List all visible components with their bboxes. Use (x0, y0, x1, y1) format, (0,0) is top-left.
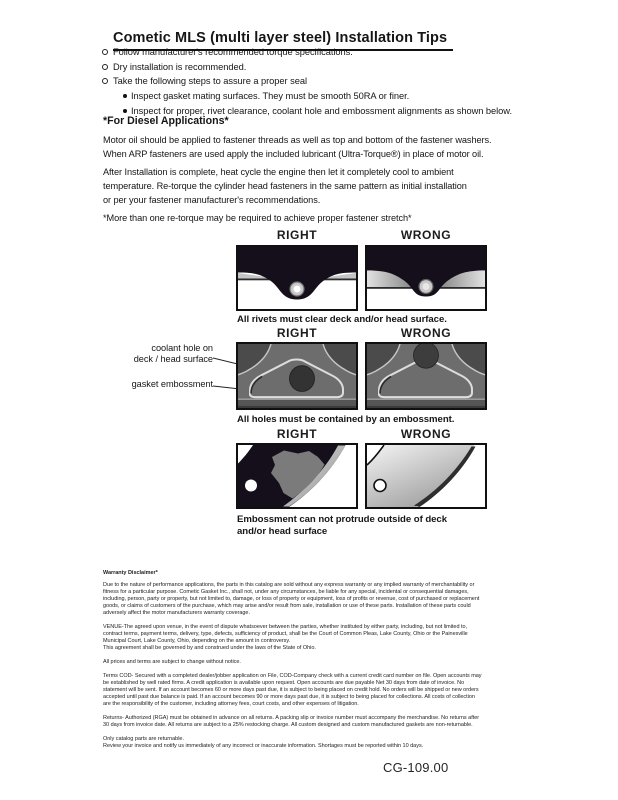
warranty-disclaimer-heading: Warranty Disclaimer* (103, 570, 158, 576)
legal-paragraph (103, 715, 521, 729)
callout-text: gasket embossment (131, 379, 213, 389)
legal-line: are the responsibility of the customer, including attorney fees, court costs, and other expenses of litigation. (103, 701, 359, 707)
holes-wrong-label: WRONG (400, 326, 452, 340)
list-item-text: Take the following steps to assure a proper seal (113, 76, 307, 87)
caption-text: All holes must be contained by an embossment. (237, 414, 455, 425)
rivet-wrong-illustration (367, 247, 485, 309)
legal-line: including, person, party or property, but not limited to, damage, or loss of property or equipment, loss of profits or revenue, cost of purchased or replacement (103, 596, 480, 602)
holes-right-illustration (238, 344, 356, 408)
protrusion-wrong-figure (365, 443, 487, 509)
caption-text: All rivets must clear deck and/or head surface. (237, 314, 447, 325)
list-item-text: Dry installation is recommended. (113, 61, 247, 72)
filled-bullet-icon (123, 94, 127, 98)
list-item-text: Inspect gasket mating surfaces. They must be smooth 50RA or finer. (131, 91, 410, 102)
legal-line: accepted until past due balance is paid. If an account becomes 90 or more days past due, it is subject to being placed for collections. All costs of collection (103, 694, 475, 700)
holes-right-figure (236, 342, 358, 410)
protrusion-right-illustration (238, 445, 356, 507)
caption-text: Embossment can not protrude outside of deck (237, 514, 448, 525)
holes-caption (237, 414, 454, 426)
text-line: temperature. Re-torque the cylinder head fasteners in the same pattern as initial installation (103, 181, 467, 191)
rivets-right-label: RIGHT (276, 228, 318, 242)
diesel-paragraph-2 (103, 165, 467, 207)
holes-wrong-figure (365, 342, 487, 410)
legal-line: Only catalog parts are returnable. (103, 736, 184, 742)
coolant-hole-callout (95, 343, 213, 365)
protrusion-caption (237, 514, 447, 537)
legal-line: Review your invoice and notify us immediately of any incorrect or inaccurate information. Shortages must be reported within 10 days. (103, 743, 424, 749)
open-bullet-icon (102, 49, 108, 55)
filled-bullet-icon (123, 109, 127, 113)
bolt-hole-icon (374, 480, 386, 492)
retorque-note (103, 211, 412, 225)
text-line: or per your fastener manufacturer's recommendations. (103, 195, 321, 205)
caption-text: and/or head surface (237, 525, 328, 537)
legal-line: adversely affect the motor manufacturers warranty coverage. (103, 610, 250, 616)
rivets-wrong-label: WRONG (400, 228, 452, 242)
legal-line: statement will be sent. If an account becomes 60 or more days past due, it is subject to being placed on credit hold. No orders will be shipped or new orders (103, 687, 479, 693)
installation-tips-list (102, 45, 512, 118)
protrusion-wrong-illustration (367, 445, 485, 507)
page-title: Cometic MLS (multi layer steel) Installation Tips (113, 30, 453, 51)
protrusion-wrong-label: WRONG (400, 427, 452, 441)
rivets-caption (237, 314, 447, 326)
list-item (102, 74, 512, 89)
legal-line: All prices and terms are subject to change without notice. (103, 659, 241, 665)
text-line: After Installation is complete, heat cycle the engine then let it completely cool to ambient (103, 167, 454, 177)
legal-line: Due to the nature of performance applications, the parts in this catalog are sold without any express warranty or any implied warranty of merchantability or (103, 582, 475, 588)
legal-line: goods, or claims of customers of the purchase, which may arise and/or result from sale, installation or use of these parts. Installation of these parts could (103, 603, 471, 609)
legal-line: contract terms, payment terms, delivery, type, defects, sufficiency of product, shall be the Court of Common Pleas, Lake County, Ohio or the Painesville (103, 631, 468, 637)
callout-text: coolant hole on (151, 343, 213, 353)
text-line: Motor oil should be applied to fastener threads as well as top and bottom of the fastener washers. (103, 135, 492, 145)
legal-paragraph (103, 736, 521, 750)
open-bullet-icon (102, 78, 108, 84)
diesel-heading: *For Diesel Applications* (103, 115, 229, 127)
embossment-callout (95, 379, 213, 390)
open-bullet-icon (102, 64, 108, 70)
sub-list-item (123, 89, 512, 104)
list-item (102, 45, 512, 60)
legal-line: 30 days from invoice date. All returns are subject to a 25% restocking charge. All custom designed and custom manufactured gaskets are non-returnable. (103, 722, 473, 728)
protrusion-right-figure (236, 443, 358, 509)
list-item-text: Follow manufacturer's recommended torque specifications. (113, 47, 353, 58)
rivet-wrong-figure (365, 245, 487, 311)
coolant-hole-icon (414, 344, 439, 368)
legal-line: VENUE-The agreed upon venue, in the event of dispute whatsoever between the parties, whether instituted by either party, including, but not limited to, (103, 624, 468, 630)
legal-line: be established by well rated firms. A credit application is available upon request. Open accounts are due payable Net 30 days from date of invoice. No (103, 680, 465, 686)
text-line: *More than one re-torque may be required to achieve proper fastener stretch* (103, 213, 412, 223)
legal-paragraph (103, 659, 521, 666)
callout-text: deck / head surface (133, 354, 213, 364)
legal-line: This agreement shall be governed by and construed under the laws of the State of Ohio. (103, 645, 316, 651)
legal-section (103, 570, 521, 757)
bolt-hole-icon (245, 480, 257, 492)
legal-line: Terms COD- Secured with a completed dealer/jobber application on File, COD-Company check with a current credit card number on file. Open accounts may (103, 673, 482, 679)
legal-line: Returns- Authorized (RGA) must be obtained in advance on all returns. A packing slip or invoice number must accompany the merchandise. No returns after (103, 715, 480, 721)
coolant-hole-icon (290, 366, 315, 392)
page-code: CG-109.00 (383, 760, 449, 775)
diesel-paragraph-1 (103, 133, 491, 161)
holes-wrong-illustration (367, 344, 485, 408)
rivet-right-figure (236, 245, 358, 311)
legal-paragraph (103, 582, 521, 617)
list-item-text: Inspect for proper, rivet clearance, coolant hole and embossment alignments as shown below. (131, 105, 512, 116)
legal-line: fitness for a particular purpose. Cometic Gasket Inc., shall not, under any circumstances, be liable for any special, incidental or consequential damages, (103, 589, 469, 595)
rivet-right-illustration (238, 247, 356, 309)
text-line: When ARP fasteners are used apply the included lubricant (Ultra-Torque®) in place of motor oil. (103, 149, 484, 159)
legal-line: Municipal Court, Lake County, Ohio, depending on the amount in controversy. (103, 638, 291, 644)
list-item (102, 60, 512, 75)
protrusion-right-label: RIGHT (276, 427, 318, 441)
legal-paragraph (103, 624, 521, 652)
holes-right-label: RIGHT (276, 326, 318, 340)
legal-paragraph (103, 673, 521, 708)
